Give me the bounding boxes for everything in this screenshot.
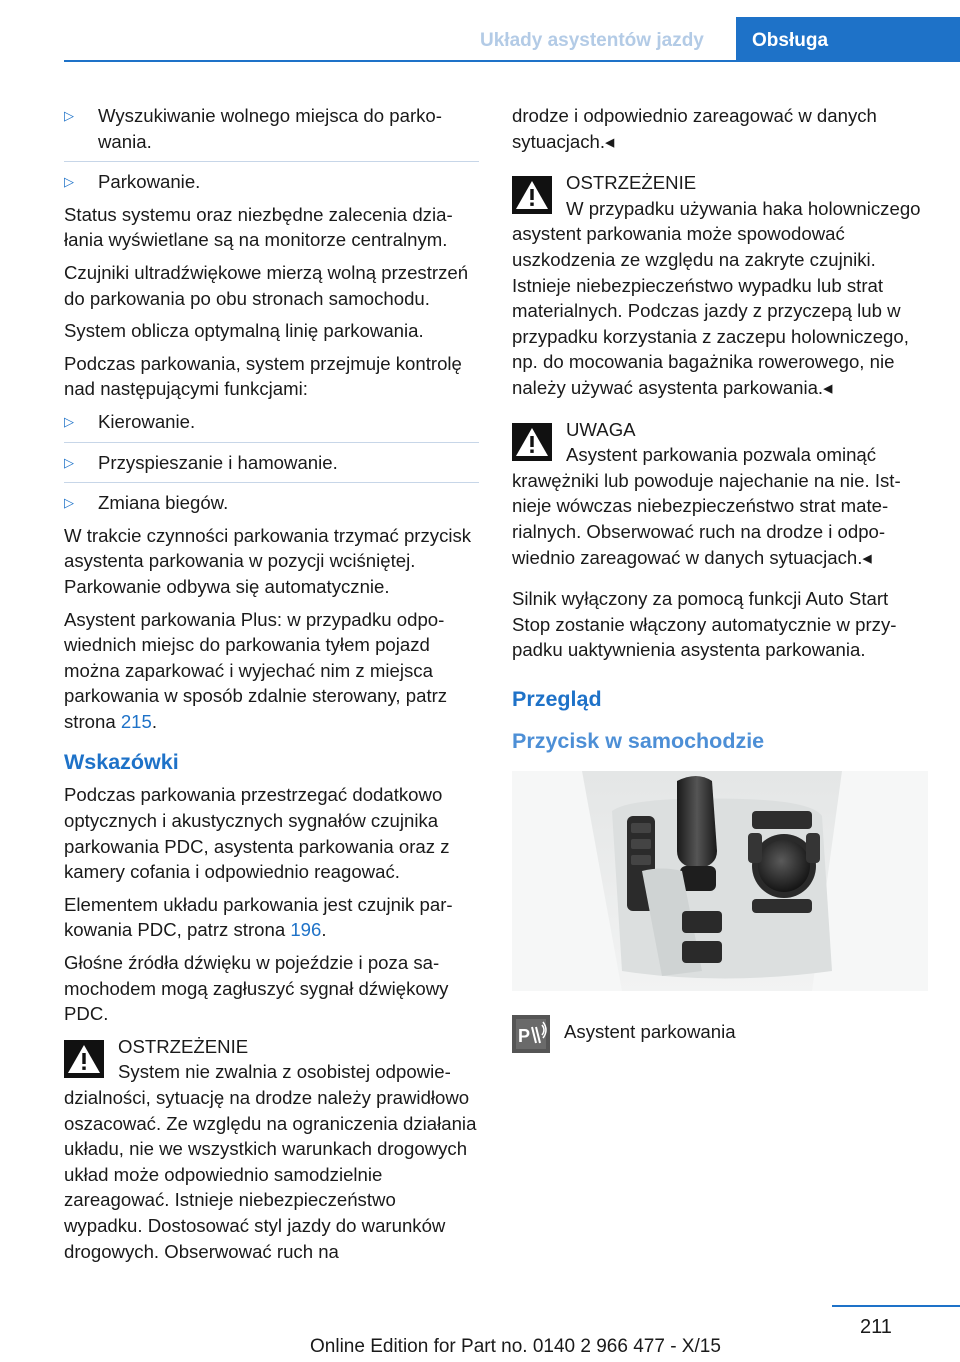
center-console-photo [512,771,928,991]
subsection-heading: Przycisk w samochodzie [512,728,765,753]
list-item: ▷ Przyspieszanie i hamowanie. [64,450,479,476]
list-item: ▷ Kierowanie. [64,409,479,435]
paragraph: Głośne źródła dźwięku w pojeździe i poza samochodem mogą zagłuszyć sygnał dźwiękowy PDC. [64,952,449,1025]
warning-box [64,1034,479,1264]
list-divider [64,161,479,162]
park-assist-button-icon [512,1015,550,1053]
section-heading: Wskazówki [64,750,179,775]
caution-text: Asystent parkowania pozwala ominąć krawężniki lub powoduje najechanie na nie. Istnieje wówczas niebezpieczeństwo strat materialnych. Obserwować ruch na drodze i odpowiednio zareagować w danych sytuacjach.◂ [512,444,901,568]
right-column [512,103,928,1053]
warning-box [512,170,928,400]
svg-text:P: P [518,1026,531,1047]
triangle-bullet-icon: ▷ [64,108,74,123]
caution-title: UWAGA [566,418,636,440]
paragraph: W trakcie czynności parkowania trzymać przycisk asystenta parkowania w pozycji wciśniętej. Parkowanie odbywa się automatycznie. [64,524,472,597]
warning-triangle-icon [64,1040,104,1078]
page-link-215[interactable]: 215 [120,710,152,732]
running-header-chapter: Obsługa [736,17,960,62]
list-item: ▷ Parkowanie. [64,169,479,195]
paragraph: Asystent parkowania Plus: w przypadku odpowiednich miejsc do parkowania tyłem pojazd można zaparkować i wyjechać nim z miejsca parkowania w sposób zdalnie sterowany, patrz strona 215. [64,608,448,732]
warning-title: OSTRZEŻENIE [566,172,697,194]
page-link-196[interactable]: 196 [290,919,322,941]
footer-rule [832,1305,960,1307]
list-divider [64,442,479,443]
warning-title: OSTRZEŻENIE [118,1035,249,1057]
warning-text: System nie zwalnia z osobistej odpowiedzialności, sytuację na drodze należy prawidłowo oszacować. Ze względu na ograniczenia działania układu, nie we wszystkich warunkach drogowych układ może odpowiednio samodzielnie zareagować. Istnieje niebezpieczeństwo wypadku. Dostosować styl jazdy do warunków drogowych. Obserwować ruch na [64,1061,477,1262]
left-column [64,103,479,1276]
warning-triangle-icon [512,423,552,461]
paragraph: Podczas parkowania, system przejmuje kontrolę nad następującymi funkcjami: [64,352,462,400]
section-heading: Przegląd [512,686,602,711]
edition-note: Online Edition for Part no. 0140 2 966 477 - X/15 [310,1336,721,1357]
paragraph: Czujniki ultradźwiękowe mierzą wolną przestrzeń do parkowania po obu stronach samochodu. [64,261,469,309]
paragraph: Elementem układu parkowania jest czujnik parkowania PDC, patrz strona 196. [64,893,453,941]
warning-triangle-icon [512,176,552,214]
list-divider [64,482,479,483]
park-assist-label: Asystent parkowania [564,1021,736,1043]
paragraph: Podczas parkowania przestrzegać dodatkowo optycznych i akustycznych sygnałów czujnika parkowania PDC, asystenta parkowania oraz z kamery cofania i odpowiednio reagować. [64,784,450,883]
caution-box [512,417,928,571]
triangle-bullet-icon: ▷ [64,174,74,190]
paragraph: Status systemu oraz niezbędne zalecenia działania wyświetlane są na monitorze centralnym. [64,203,453,251]
header-rule [64,60,960,62]
running-header-section: Układy asystentów jazdy [480,30,704,51]
list-item: ▷ Zmiana biegów. [64,490,479,516]
paragraph: System oblicza optymalną linię parkowania. [64,320,424,342]
paragraph: drodze i odpowiednio zareagować w danych sytuacjach.◂ [512,105,877,152]
triangle-bullet-icon: ▷ [64,454,74,470]
park-assist-item [512,1013,928,1053]
triangle-bullet-icon: ▷ [64,413,74,429]
paragraph: Silnik wyłączony za pomocą funkcji Auto Start Stop zostanie włączony automatycznie w przypadku uaktywnienia asystenta parkowania. [512,588,897,661]
triangle-bullet-icon: ▷ [64,495,74,511]
warning-text: W przypadku używania haka holowniczego asystent parkowania może spowodować uszkodzenia ze względu na zakryte czujniki. Istnieje niebezpieczeństwo wypadku lub strat materialnych. Podczas jazdy z przyczepą lub w przypadku korzystania z zaczepu holowniczego, np. do mocowania bagażnika rowerowego, nie należy używać asystenta parkowania.◂ [512,197,921,398]
list-item: ▷ Wyszukiwanie wolnego miejsca do parkowania. [64,103,479,154]
page-number: 211 [860,1316,892,1338]
